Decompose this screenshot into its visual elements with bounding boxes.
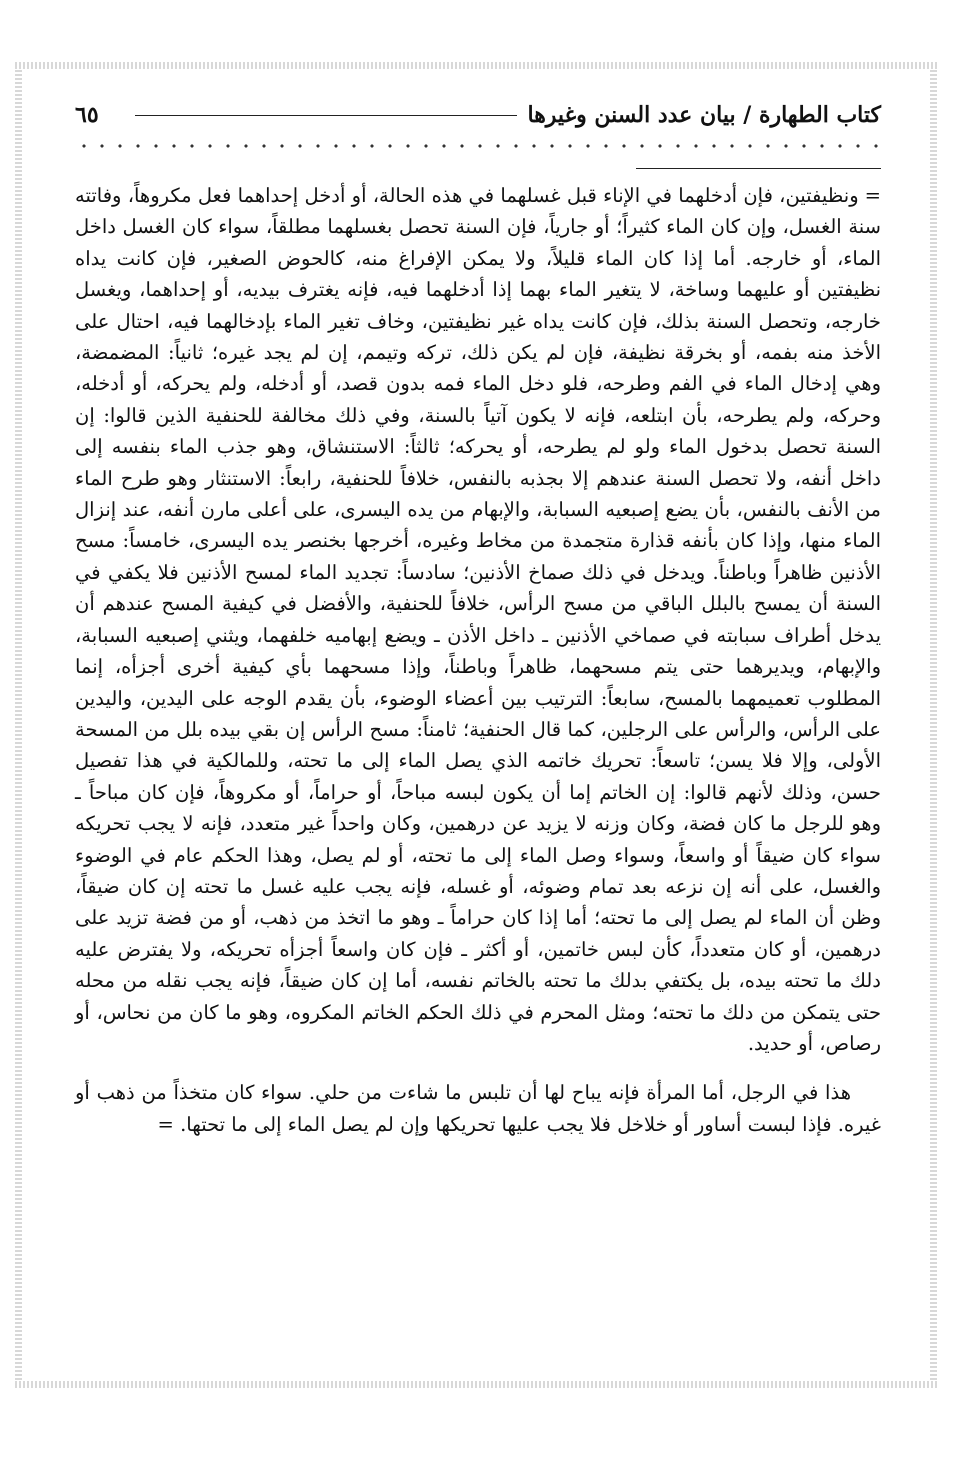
header-rule xyxy=(135,115,517,116)
page-content xyxy=(75,180,881,1140)
footnote-rule xyxy=(636,168,881,169)
running-title: كتاب الطهارة / بيان عدد السنن وغيرها xyxy=(527,102,881,128)
footnote-text: ونظيفتين، فإن أدخلهما في الإناء قبل غسلهما في هذه الحالة، أو أدخل إحداهما فعل مكروهاً، وفاتته سنة الغسل، وإن كان الماء كثيراً؛ أو جارياً، فإن السنة تحصل بغسلهما مطلقاً، سواء كان الغسل داخل الماء، أو خارجه. أما إذا كان الماء قليلاً، ولا يمكن الإفراغ منه، كالحوض الصغير، فإن كانت يداه نظيفتين أو عليهما وساخة، لا يتغير الماء بهما إذا أدخلهما فيه، فإنه يغترف بيديه، أو إحداهما، ويغسل خارجه، وتحصل السنة بذلك، فإن كانت يداه غير نظيفتين، وخاف تغير الماء بإدخالهما فيه، احتال على الأخذ منه بفمه، أو بخرقة نظيفة، فإن لم يكن ذلك، تركه وتيمم، إن لم يجد غيره؛ ثانياً: المضمضة، وهي إدخال الماء في الفم وطرحه، فلو دخل الماء فمه بدون قصد، أو أدخله، ولم يحركه، أو أدخله، وحركه، ولم يطرحه، بأن ابتلعه، فإنه لا يكون آتياً بالسنة، وفي ذلك مخالفة للحنفية الذين قالوا: إن السنة تحصل بدخول الماء ولو لم يطرحه، أو يحركه؛ ثالثاً: الاستنشاق، وهو جذب الماء بنفسه إلى داخل أنفه، ولا تحصل السنة عندهم إلا بجذبه بالنفس، خلافاً للحنفية، رابعاً: الاستنثار وهو طرح الماء من الأنف بالنفس، بأن يضع إصبعيه السبابة، والإبهام من يده اليسرى، على أعلى مارن أنفه، عند إنزال الماء منها، وإذا كان بأنفه قذارة متجمدة من مخاط وغيره، أخرجها بخنصر يده اليسرى، خامساً: مسح الأذنين ظاهراً وباطناً. ويدخل في ذلك صماخ الأذنين؛ سادساً: تجديد الماء لمسح الأذنين فلا يكفي في السنة أن يمسح بالبلل الباقي من مسح الرأس، خلافاً للحنفية، والأفضل في كيفية المسح عندهم أن يدخل أطراف سبابته في صماخي الأذنين ـ داخل الأذن ـ ويضع إبهاميه خلفهما، ويثني إصبعيه السبابة، والإبهام، ويديرهما حتى يتم مسحهما، ظاهراً وباطناً، وإذا مسحهما بأي كيفية أخرى أجزأه، إنما المطلوب تعميمهما بالمسح، سابعاً: الترتيب بين أعضاء الوضوء، بأن يقدم الوجه على اليدين، واليدين على الرأس، والرأس على الرجلين، كما قال الحنفية؛ ثامناً: مسح الرأس إن بقي بيده بلل من المسحة الأولى، وإلا فلا يسن؛ تاسعاً: تحريك خاتمه الذي يصل الماء إلى ما تحته، وللمالكية في هذا تفصيل حسن، وذلك لأنهم قالوا: إن الخاتم إما أن يكون لبسه مباحاً، أو حراماً، أو مكروهاً، فإن كان مباحاً ـ وهو للرجل ما كان فضة، وكان وزنه لا يزيد عن درهمين، وكان واحداً غير متعدد، فإنه لا يجب تحريكه سواء كان ضيقاً أو واسعاً، وسواء وصل الماء إلى ما تحته، أو لم يصل، وهذا الحكم عام في الوضوء والغسل، على أنه إن نزعه بعد تمام وضوئه، أو غسله، فإنه يجب عليه غسل ما تحته إن كان ضيقاً، وظن أن الماء لم يصل إلى ما تحته؛ أما إذا كان حراماً ـ وهو ما اتخذ من ذهب، أو من فضة تزيد على درهمين، أو كان متعدداً، كأن لبس خاتمين، أو أكثر ـ فإن كان واسعاً أجزأه تحريكه، ولا يفترض عليه دلك ما تحته بيده، بل يكتفي بدلك ما تحته بالخاتم نفسه، أما إن كان ضيقاً، فإنه يجب نقله من محله حتى يتمكن من دلك ما تحته؛ ومثل المحرم في ذلك الحكم الخاتم المكروه، وهو ما كان من نحاس، أو رصاص، أو حديد. xyxy=(75,184,881,1055)
body-paragraph xyxy=(75,1077,881,1140)
paragraph-gap xyxy=(75,1059,881,1077)
continuation-mark-end: = xyxy=(157,1112,174,1136)
page-header xyxy=(75,95,881,135)
continuation-mark-start: = xyxy=(864,184,881,207)
footnote-paragraph xyxy=(75,180,881,1059)
dotted-separator xyxy=(75,140,881,152)
page-number: ٦٥ xyxy=(75,102,99,128)
body-text: هذا في الرجل، أما المرأة فإنه يباح لها أن تلبس ما شاءت من حلي. سواء كان متخذاً من ذهب أو غيره. فإذا لبست أساور أو خلاخل فلا يجب عليها تحريكها وإن لم يصل الماء إلى ما تحتها. xyxy=(75,1081,881,1136)
